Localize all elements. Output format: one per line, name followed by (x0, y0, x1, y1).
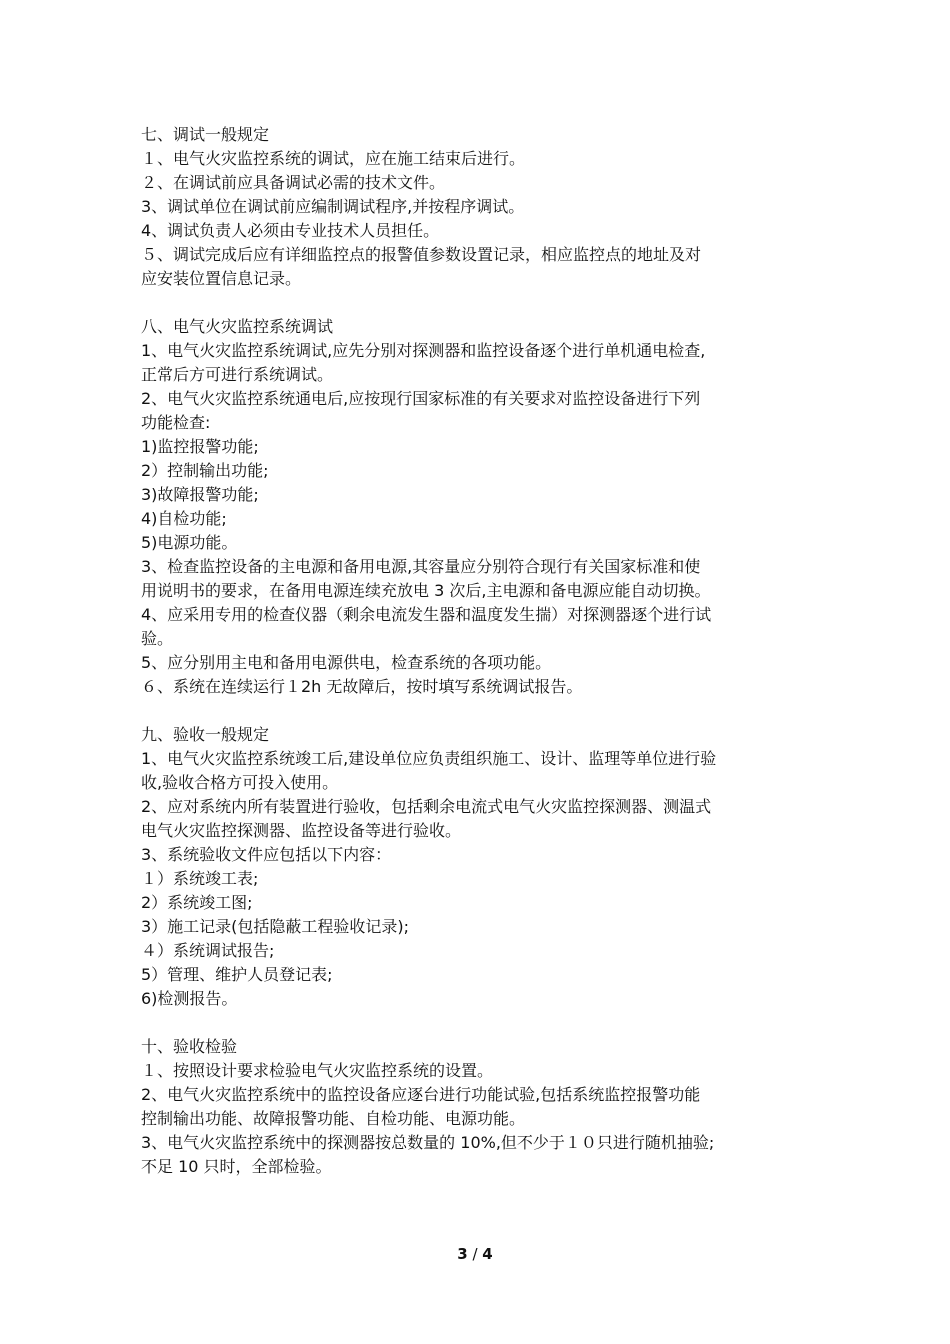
text-line: 3、系统验收文件应包括以下内容： (141, 845, 392, 864)
text-line: 应安装位置信息记录。 (141, 269, 302, 288)
paragraph-gap (141, 699, 821, 723)
current-page-number: 3 (457, 1245, 468, 1263)
text-line: 验。 (141, 629, 174, 648)
text-line: 八、电气火灾监控系统调试 (141, 317, 334, 336)
text-line: １）系统竣工表; (141, 869, 259, 888)
text-line: 九、验收一般规定 (141, 725, 270, 744)
text-line: 七、调试一般规定 (141, 125, 270, 144)
text-line: 4、调试负责人必须由专业技术人员担任。 (141, 221, 440, 240)
page-separator: / (467, 1245, 483, 1263)
paragraph-gap (141, 291, 821, 315)
text-line: 2、电气火灾监控系统通电后,应按现行国家标准的有关要求对监控设备进行下列 (141, 389, 701, 408)
text-line: 2、应对系统内所有装置进行验收，包括剩余电流式电气火灾监控探测器、测温式 (141, 797, 712, 816)
text-line: 1、电气火灾监控系统竣工后,建设单位应负责组织施工、设计、监理等单位进行验 (141, 749, 717, 768)
text-line: 1、电气火灾监控系统调试,应先分别对探测器和监控设备逐个进行单机通电检查, (141, 341, 706, 360)
text-line: 6)检测报告。 (141, 989, 238, 1008)
text-line: 5）管理、维护人员登记表; (141, 965, 333, 984)
text-line: 3、调试单位在调试前应编制调试程序,并按程序调试。 (141, 197, 525, 216)
text-line: 5)电源功能。 (141, 533, 238, 552)
text-line: 4)自检功能; (141, 509, 227, 528)
text-line: ４）系统调试报告; (141, 941, 275, 960)
text-line: 3)故障报警功能; (141, 485, 259, 504)
text-line: ２、在调试前应具备调试必需的技术文件。 (141, 173, 446, 192)
text-line: 2）控制输出功能; (141, 461, 269, 480)
text-line: ６、系统在连续运行１2h 无故障后，按时填写系统调试报告。 (141, 677, 583, 696)
text-line: 功能检查: (141, 413, 211, 432)
text-line: 收,验收合格方可投入使用。 (141, 773, 339, 792)
text-line: 正常后方可进行系统调试。 (141, 365, 334, 384)
text-line: 3、检查监控设备的主电源和备用电源,其容量应分别符合现行有关国家标准和使 (141, 557, 701, 576)
text-line: 电气火灾监控探测器、监控设备等进行验收。 (141, 821, 462, 840)
text-line: 4、应采用专用的检查仪器（剩余电流发生器和温度发生揣）对探测器逐个进行试 (141, 605, 712, 624)
text-line: １、按照设计要求检验电气火灾监控系统的设置。 (141, 1061, 494, 1080)
paragraph-gap (141, 1011, 821, 1035)
text-line: 十、验收检验 (141, 1037, 238, 1056)
text-line: ５、调试完成后应有详细监控点的报警值参数设置记录，相应监控点的地址及对 (141, 245, 702, 264)
text-line: 2）系统竣工图; (141, 893, 253, 912)
text-line: 2、电气火灾监控系统中的监控设备应逐台进行功能试验,包括系统监控报警功能 (141, 1085, 701, 1104)
text-line: 3、电气火灾监控系统中的探测器按总数量的 10%,但不少于１０只进行随机抽验; (141, 1133, 715, 1152)
text-line: 不足 10 只时，全部检验。 (141, 1157, 332, 1176)
document-body (141, 123, 821, 1179)
text-line: 3）施工记录(包括隐蔽工程验收记录); (141, 917, 410, 936)
text-line: 5、应分别用主电和备用电源供电，检查系统的各项功能。 (141, 653, 552, 672)
text-line: 用说明书的要求，在备用电源连续充放电 3 次后,主电源和备电源应能自动切换。 (141, 581, 711, 600)
text-line: １、电气火灾监控系统的调试，应在施工结束后进行。 (141, 149, 526, 168)
text-line: 控制输出功能、故障报警功能、自检功能、电源功能。 (141, 1109, 526, 1128)
page-number (0, 1244, 950, 1264)
text-line: 1)监控报警功能; (141, 437, 259, 456)
total-page-number: 4 (482, 1245, 493, 1263)
